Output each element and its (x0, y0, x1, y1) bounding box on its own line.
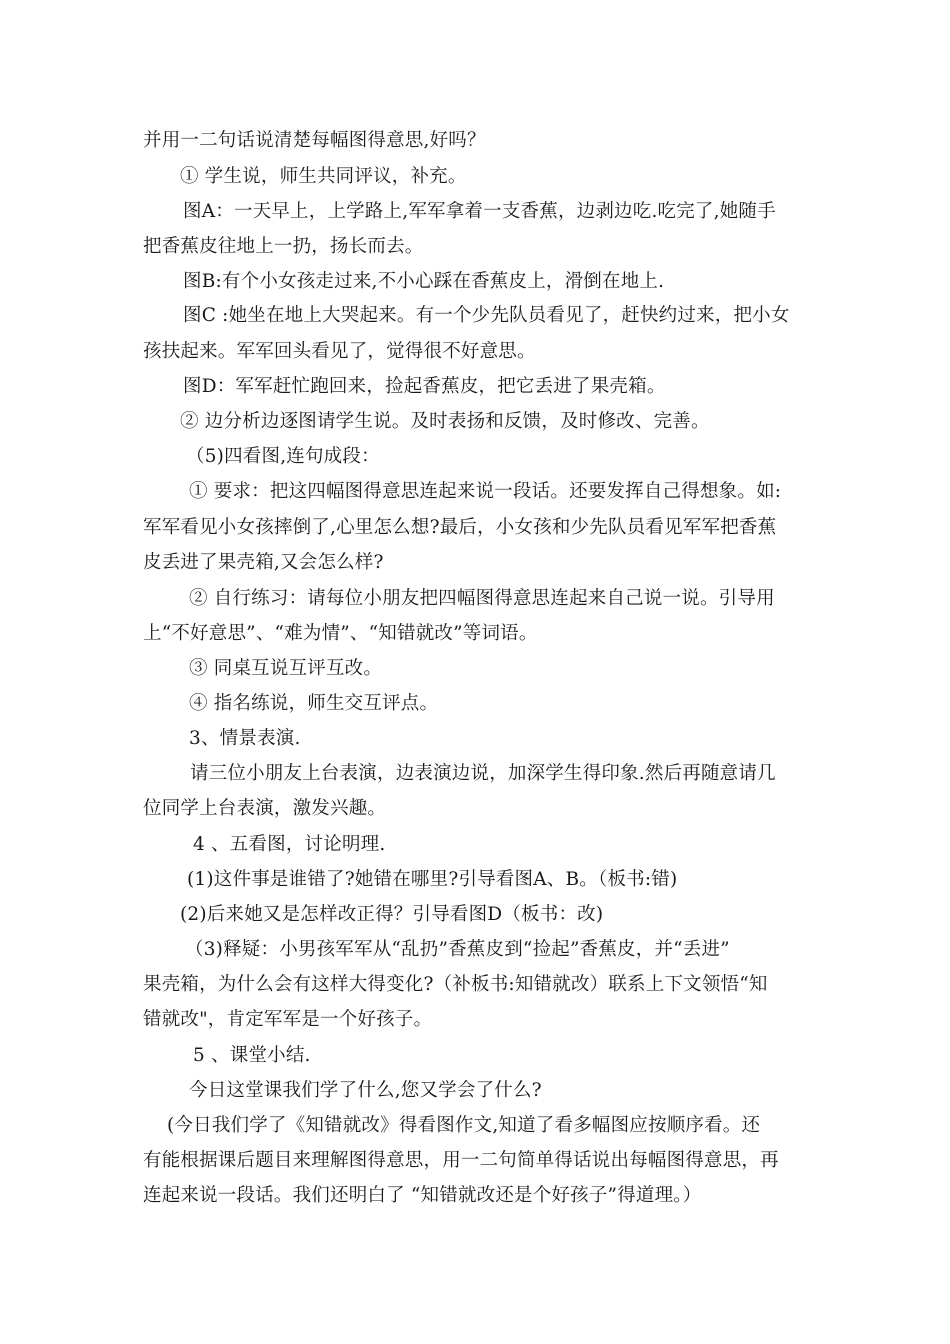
text-line: ① 要求：把这四幅图得意思连起来说一段话。还要发挥自己得想象。如: (189, 481, 782, 502)
text-line: 5 、课堂小结. (193, 1045, 311, 1066)
text-line: 今日这堂课我们学了什么,您又学会了什么? (189, 1080, 542, 1101)
text-line: 位同学上台表演，激发兴趣。 (143, 798, 387, 819)
text-line: 并用一二句话说清楚每幅图得意思,好吗？ (143, 130, 486, 151)
text-line: 3、情景表演. (189, 728, 301, 749)
text-line: (今日我们学了《知错就改》得看图作文,知道了看多幅图应按顺序看。还 (167, 1115, 761, 1136)
text-line: （5)四看图,连句成段： (186, 446, 380, 467)
text-line: 图C :她坐在地上大哭起来。有一个少先队员看见了，赶快约过来，把小女 (183, 305, 790, 326)
text-line: 错就改"，肯定军军是一个好孩子。 (143, 1009, 433, 1030)
text-line: 图A：一天早上，上学路上,军军拿着一支香蕉，边剥边吃.吃完了,她随手 (183, 201, 776, 222)
text-line: ③ 同桌互说互评互改。 (189, 658, 383, 679)
text-line: 4 、五看图，讨论明理. (193, 834, 386, 855)
text-line: ② 边分析边逐图请学生说。及时表扬和反馈，及时修改、完善。 (180, 411, 710, 432)
text-line: （3)释疑：小男孩军军从“乱扔”香蕉皮到“捡起”香蕉皮，并“丢进” (185, 939, 730, 960)
text-line: 把香蕉皮往地上一扔，扬长而去。 (143, 236, 424, 257)
text-line: 有能根据课后题目来理解图得意思，用一二句简单得话说出每幅图得意思，再 (143, 1150, 779, 1171)
text-line: 皮丢进了果壳箱,又会怎么样? (143, 552, 384, 573)
text-line: 图B:有个小女孩走过来,不小心踩在香蕉皮上，滑倒在地上. (183, 271, 665, 292)
text-line: 军军看见小女孩摔倒了,心里怎么想?最后，小女孩和少先队员看见军军把香蕉 (143, 517, 777, 538)
text-line: 孩扶起来。军军回头看见了，觉得很不好意思。 (143, 341, 536, 362)
text-line: 请三位小朋友上台表演，边表演边说，加深学生得印象.然后再随意请几 (190, 763, 776, 784)
text-line: 图D：军军赶忙跑回来，捡起香蕉皮，把它丢进了果壳箱。 (183, 376, 666, 397)
text-line: (2)后来她又是怎样改正得？引导看图D（板书：改) (180, 904, 604, 925)
text-line: 连起来说一段话。我们还明白了 “知错就改还是个好孩子”得道理。） (143, 1185, 702, 1206)
text-line: ② 自行练习：请每位小朋友把四幅图得意思连起来自己说一说。引导用 (189, 588, 775, 609)
text-line: (1)这件事是谁错了?她错在哪里?引导看图A、B。（板书:错) (187, 869, 678, 890)
text-line: ① 学生说，师生共同评议，补充。 (180, 166, 467, 187)
text-line: 上“不好意思”、“难为情”、“知错就改”等词语。 (143, 623, 538, 644)
text-line: ④ 指名练说，师生交互评点。 (189, 693, 439, 714)
text-line: 果壳箱，为什么会有这样大得变化?（补板书:知错就改）联系上下文领悟“知 (143, 974, 768, 995)
